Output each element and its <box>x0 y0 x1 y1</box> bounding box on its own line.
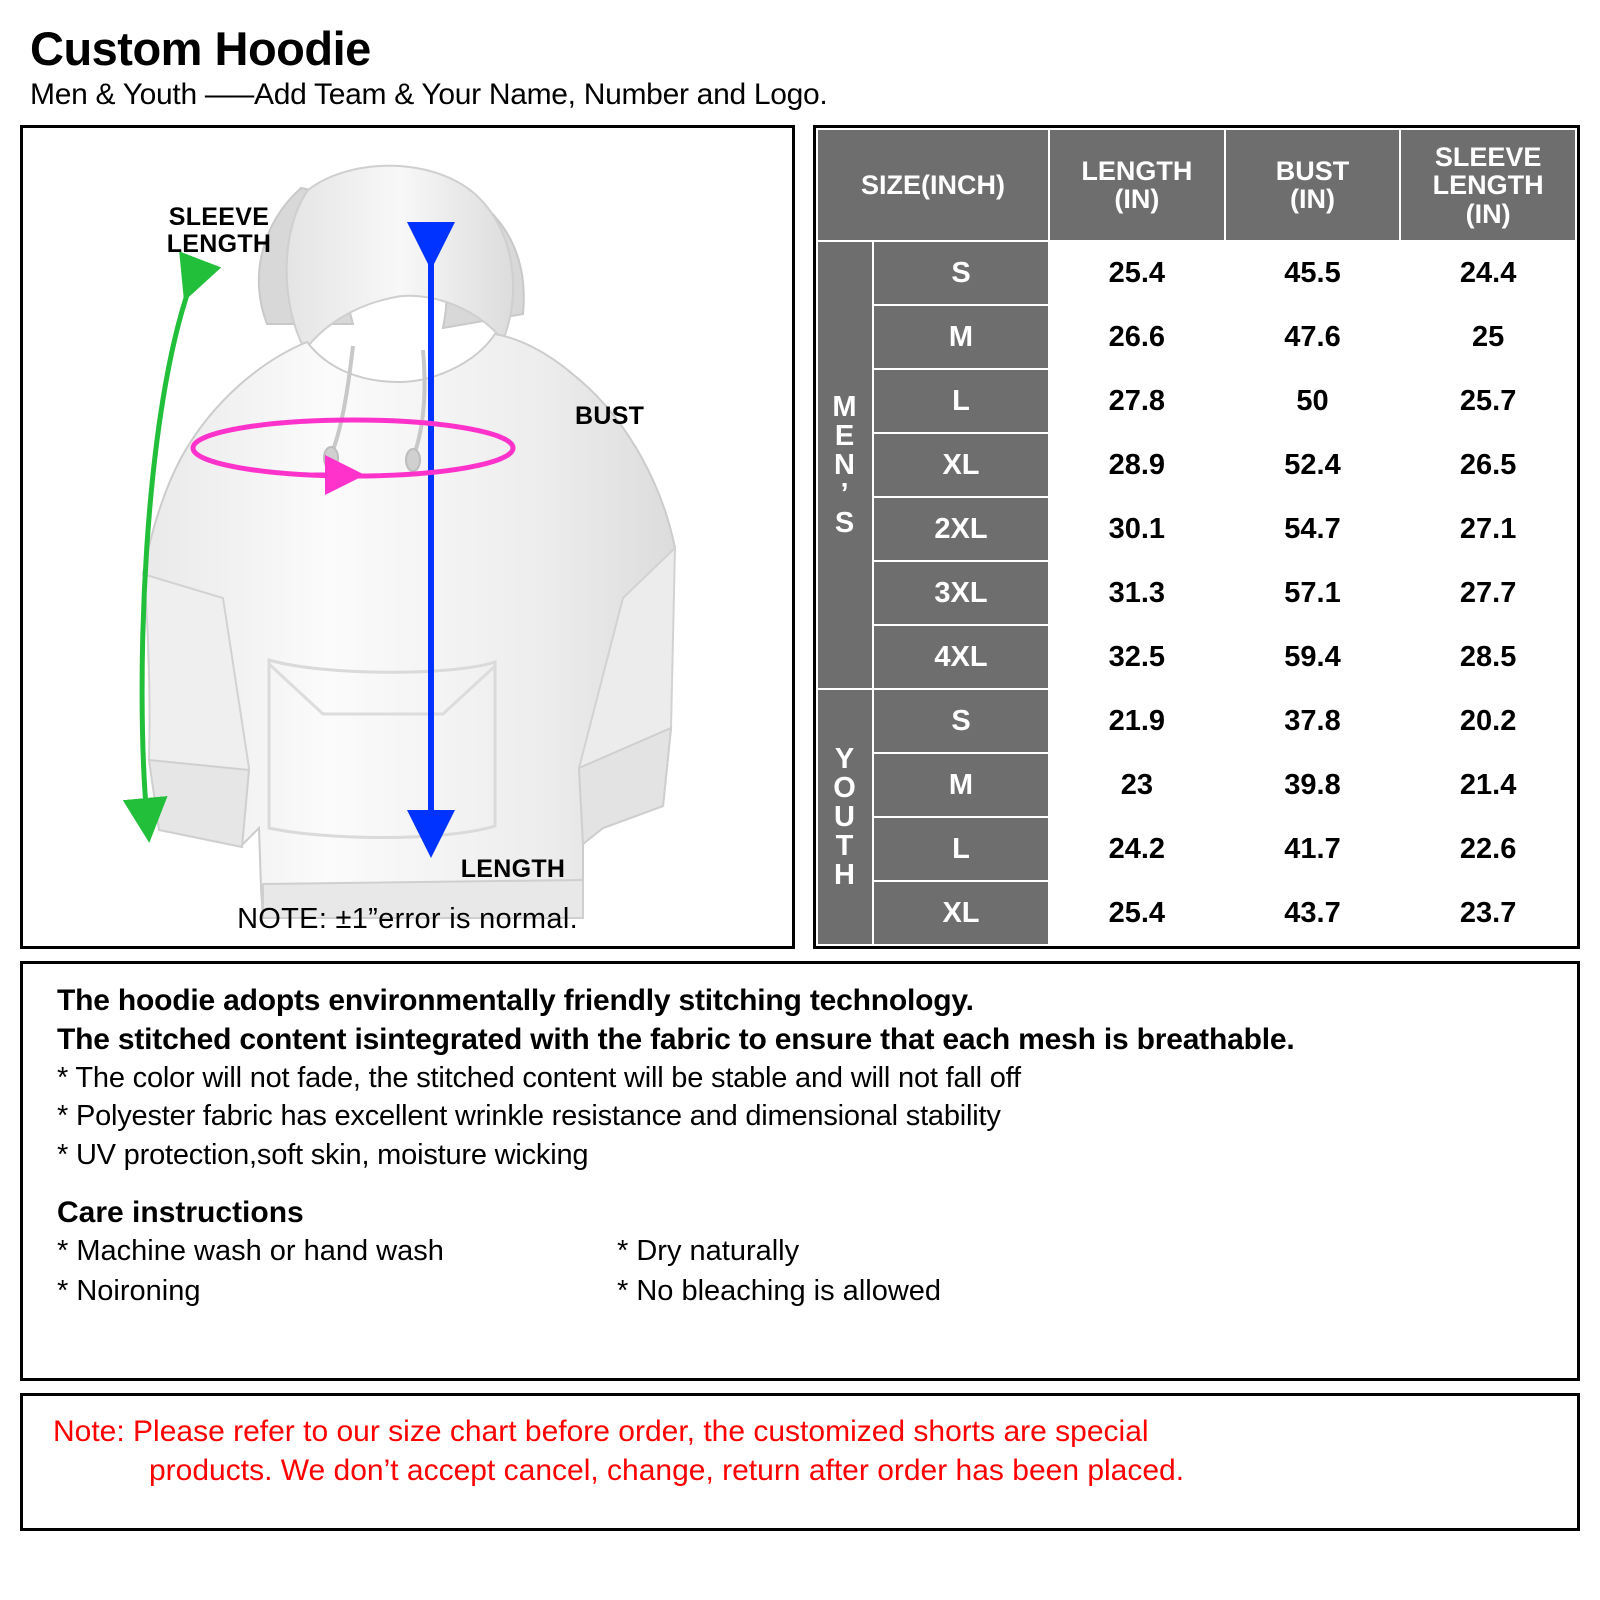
info-bullet-2: * Polyester fabric has excellent wrinkle resistance and dimensional stability <box>57 1100 1001 1133</box>
cell-length: 26.6 <box>1049 305 1225 369</box>
cell-length: 21.9 <box>1049 689 1225 753</box>
table-row <box>817 625 1576 689</box>
size-chart-table <box>816 128 1577 946</box>
group-letter: H <box>834 858 856 891</box>
table-row <box>817 433 1576 497</box>
cell-size: 3XL <box>873 561 1049 625</box>
header-length-line1: LENGTH <box>1081 156 1193 186</box>
top-row <box>20 125 1580 949</box>
group-letter: S <box>834 506 856 539</box>
cell-sleeve: 24.4 <box>1400 241 1576 305</box>
cell-length: 24.2 <box>1049 817 1225 881</box>
cell-bust: 39.8 <box>1225 753 1401 817</box>
page-subtitle: Men & Youth –––Add Team & Your Name, Number and Logo. <box>30 78 828 112</box>
product-info-box <box>20 961 1580 1381</box>
group-letter: O <box>833 771 857 804</box>
sleeve-length-label-line1: SLEEVE <box>168 203 270 232</box>
header-sleeve-line3: (IN) <box>1465 198 1511 229</box>
cell-bust: 45.5 <box>1225 241 1401 305</box>
group-letter: E <box>834 419 856 452</box>
header-sleeve-line1: SLEEVE <box>1434 141 1542 172</box>
cell-size: M <box>873 305 1049 369</box>
cell-sleeve: 27.7 <box>1400 561 1576 625</box>
header-size: SIZE(INCH) <box>817 129 1049 241</box>
page-title: Custom Hoodie <box>30 22 371 75</box>
table-header-row <box>817 129 1576 241</box>
cell-sleeve: 23.7 <box>1400 881 1576 945</box>
sleeve-length-label-line2: LENGTH <box>166 229 272 258</box>
cell-bust: 37.8 <box>1225 689 1401 753</box>
cell-sleeve: 20.2 <box>1400 689 1576 753</box>
table-row <box>817 817 1576 881</box>
cell-size: XL <box>873 881 1049 945</box>
header-bust-line2: (IN) <box>1289 184 1335 215</box>
care-instructions-list <box>57 1232 1543 1311</box>
diagram-note: NOTE: ±1”error is normal. <box>237 903 578 936</box>
cell-sleeve: 28.5 <box>1400 625 1576 689</box>
bust-label: BUST <box>575 402 645 431</box>
table-row <box>817 753 1576 817</box>
header-length-line2: (IN) <box>1114 184 1160 215</box>
measurement-diagram <box>20 125 795 949</box>
group-label-youth <box>817 689 873 945</box>
cell-bust: 59.4 <box>1225 625 1401 689</box>
cell-length: 27.8 <box>1049 369 1225 433</box>
length-label: LENGTH <box>460 855 566 884</box>
table-head <box>817 129 1576 241</box>
cell-sleeve: 26.5 <box>1400 433 1576 497</box>
cell-bust: 52.4 <box>1225 433 1401 497</box>
cell-bust: 41.7 <box>1225 817 1401 881</box>
header-sleeve-length <box>1400 129 1576 241</box>
cell-size: 2XL <box>873 497 1049 561</box>
group-letter: T <box>835 829 855 862</box>
header-bust-line1: BUST <box>1275 156 1350 186</box>
info-strong-line-2: The stitched content isintegrated with the fabric to ensure that each mesh is breathable. <box>57 1022 1295 1056</box>
info-strong-line-1: The hoodie adopts environmentally friendly stitching technology. <box>57 984 974 1018</box>
cell-length: 25.4 <box>1049 881 1225 945</box>
group-letter: N <box>834 448 856 481</box>
cell-sleeve: 21.4 <box>1400 753 1576 817</box>
cell-size: 4XL <box>873 625 1049 689</box>
cell-size: L <box>873 817 1049 881</box>
order-note-line-1: Note: Please refer to our size chart before order, the customized shorts are special <box>53 1415 1149 1449</box>
table-row <box>817 689 1576 753</box>
table-row <box>817 369 1576 433</box>
group-letter: U <box>834 800 856 833</box>
care-item: * Machine wash or hand wash <box>57 1234 444 1267</box>
cell-size: XL <box>873 433 1049 497</box>
table-body <box>817 241 1576 945</box>
cell-size: M <box>873 753 1049 817</box>
group-letter: Y <box>834 742 856 775</box>
care-item: * Noironing <box>57 1275 201 1308</box>
header-sleeve-line2: LENGTH <box>1432 170 1544 201</box>
info-bullet-1: * The color will not fade, the stitched content will be stable and will not fall off <box>57 1062 1021 1095</box>
cell-sleeve: 22.6 <box>1400 817 1576 881</box>
cell-length: 30.1 <box>1049 497 1225 561</box>
table-row <box>817 241 1576 305</box>
group-letter: ’ <box>840 477 850 510</box>
group-letter: M <box>832 390 858 423</box>
table-row <box>817 561 1576 625</box>
care-item: * No bleaching is allowed <box>617 1275 942 1308</box>
cell-bust: 57.1 <box>1225 561 1401 625</box>
care-item: * Dry naturally <box>617 1234 800 1267</box>
cell-size: S <box>873 241 1049 305</box>
header-length <box>1049 129 1225 241</box>
cell-length: 28.9 <box>1049 433 1225 497</box>
size-chart-table-container <box>813 125 1580 949</box>
header-bust <box>1225 129 1401 241</box>
cell-length: 31.3 <box>1049 561 1225 625</box>
info-bullet-3: * UV protection,soft skin, moisture wicking <box>57 1138 589 1171</box>
sleeve-length-label <box>139 204 299 257</box>
cell-bust: 43.7 <box>1225 881 1401 945</box>
cell-sleeve: 27.1 <box>1400 497 1576 561</box>
cell-size: L <box>873 369 1049 433</box>
order-note-box <box>20 1393 1580 1531</box>
cell-bust: 54.7 <box>1225 497 1401 561</box>
cell-bust: 50 <box>1225 369 1401 433</box>
order-note-line-2: products. We don’t accept cancel, change, return after order has been placed. <box>149 1454 1185 1488</box>
table-row <box>817 497 1576 561</box>
care-instructions-title: Care instructions <box>57 1195 304 1229</box>
cell-sleeve: 25.7 <box>1400 369 1576 433</box>
cell-length: 25.4 <box>1049 241 1225 305</box>
cell-sleeve: 25 <box>1400 305 1576 369</box>
table-row <box>817 305 1576 369</box>
order-note <box>53 1412 1547 1490</box>
cell-length: 23 <box>1049 753 1225 817</box>
cell-length: 32.5 <box>1049 625 1225 689</box>
cell-size: S <box>873 689 1049 753</box>
table-row <box>817 881 1576 945</box>
cell-bust: 47.6 <box>1225 305 1401 369</box>
group-label-mens <box>817 241 873 689</box>
